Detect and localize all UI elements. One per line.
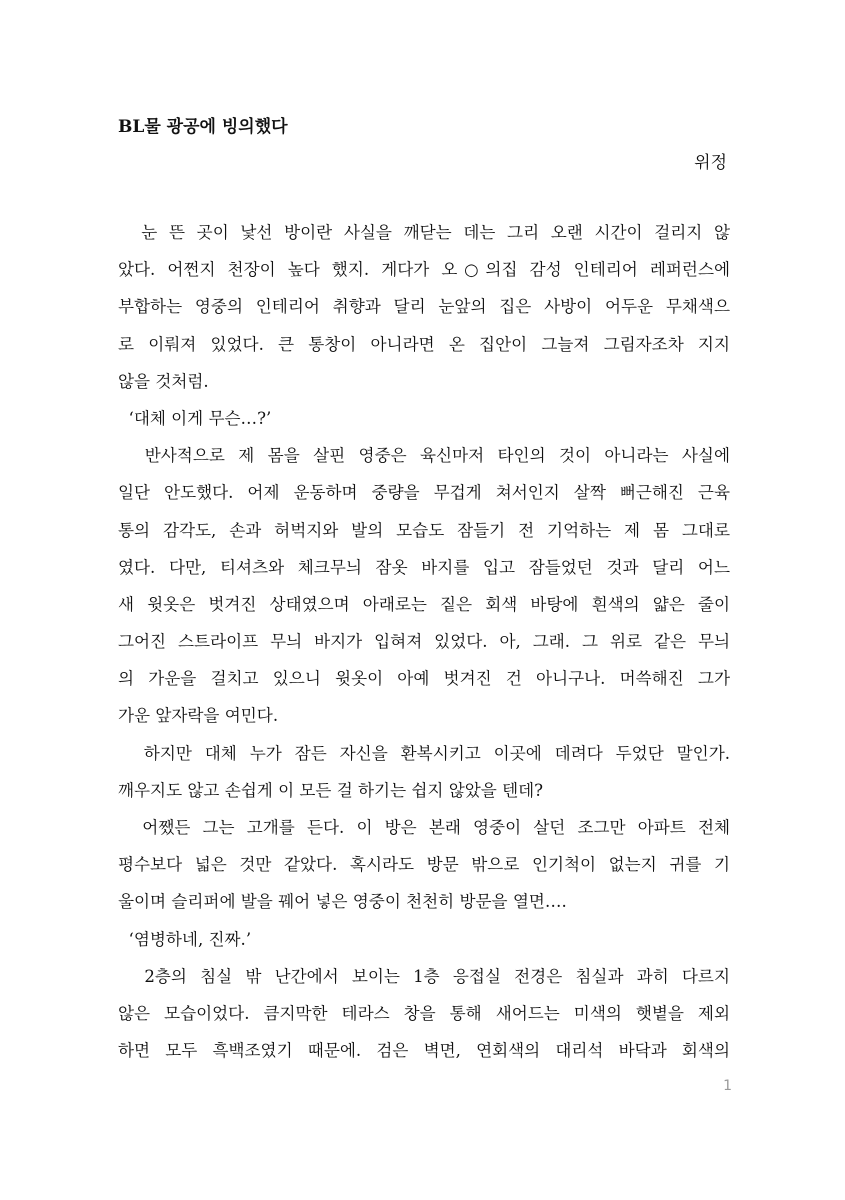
text-line: 깨우지도 않고 손쉽게 이 모든 걸 하기는 쉽지 않았을 텐데? bbox=[118, 780, 544, 800]
text-line: ‘대체 이게 무슨…?’ bbox=[118, 408, 272, 428]
text-line: 새 윗옷은 벗겨진 상태였으며 아래로는 짙은 회색 바탕에 흰색의 얇은 줄이 bbox=[118, 594, 730, 614]
text-line: 반사적으로 제 몸을 살핀 영중은 육신마저 타인의 것이 아니라는 사실에 bbox=[118, 446, 730, 466]
text-line: 일단 안도했다. 어제 운동하며 중량을 무겁게 쳐서인지 살짝 뻐근해진 근육 bbox=[118, 483, 730, 503]
text-line: 였다. 다만, 티셔츠와 체크무늬 잠옷 바지를 입고 잠들었던 것과 달리 어느 bbox=[118, 557, 730, 577]
document-title: BL물 광공에 빙의했다 bbox=[118, 117, 288, 137]
text-line: 의 가운을 걸치고 있으니 윗옷이 아예 벗겨진 건 아니구나. 머쓱해진 그가 bbox=[118, 669, 730, 689]
text-line: 울이며 슬리퍼에 발을 꿰어 넣은 영중이 천천히 방문을 열면…. bbox=[118, 892, 567, 912]
author-name: 위정 bbox=[694, 153, 727, 173]
text-line: 가운 앞자락을 여민다. bbox=[118, 706, 279, 726]
text-line: 그어진 스트라이프 무늬 바지가 입혀져 있었다. 아, 그래. 그 위로 같은 무늬 bbox=[118, 632, 730, 652]
text-line: 았다. 어쩐지 천장이 높다 했지. 게다가 오○의집 감성 인테리어 레퍼런스에 bbox=[118, 260, 730, 280]
text-line: 통의 감각도, 손과 허벅지와 발의 모습도 잠들기 전 기억하는 제 몸 그대로 bbox=[118, 520, 730, 540]
text-line: 평수보다 넓은 것만 같았다. 혹시라도 방문 밖으로 인기척이 없는지 귀를 기 bbox=[118, 855, 730, 875]
text-line: 어쨌든 그는 고개를 든다. 이 방은 본래 영중이 살던 조그만 아파트 전체 bbox=[118, 818, 730, 837]
text-line: 부합하는 영중의 인테리어 취향과 달리 눈앞의 집은 사방이 어두운 무채색으 bbox=[118, 297, 730, 317]
text-line: 않을 것처럼. bbox=[118, 371, 209, 391]
body-text bbox=[118, 214, 730, 1069]
text-line: 하면 모두 흑백조였기 때문에. 검은 벽면, 연회색의 대리석 바닥과 회색의 bbox=[118, 1041, 730, 1061]
text-line: 눈 뜬 곳이 낯선 방이란 사실을 깨닫는 데는 그리 오랜 시간이 걸리지 않 bbox=[118, 223, 730, 242]
text-line: 2층의 침실 밖 난간에서 보이는 1층 응접실 전경은 침실과 과히 다르지 bbox=[118, 966, 730, 986]
text-line: ‘염병하네, 진짜.’ bbox=[118, 929, 252, 949]
text-line: 하지만 대체 누가 잠든 자신을 환복시키고 이곳에 데려다 두었단 말인가. bbox=[118, 743, 730, 763]
text-line: 로 이뤄져 있었다. 큰 통창이 아니라면 온 집안이 그늘져 그림자조차 지지 bbox=[118, 334, 730, 354]
text-line: 않은 모습이었다. 큼지막한 테라스 창을 통해 새어드는 미색의 햇볕을 제외 bbox=[118, 1003, 730, 1023]
page-number: 1 bbox=[723, 1078, 732, 1094]
